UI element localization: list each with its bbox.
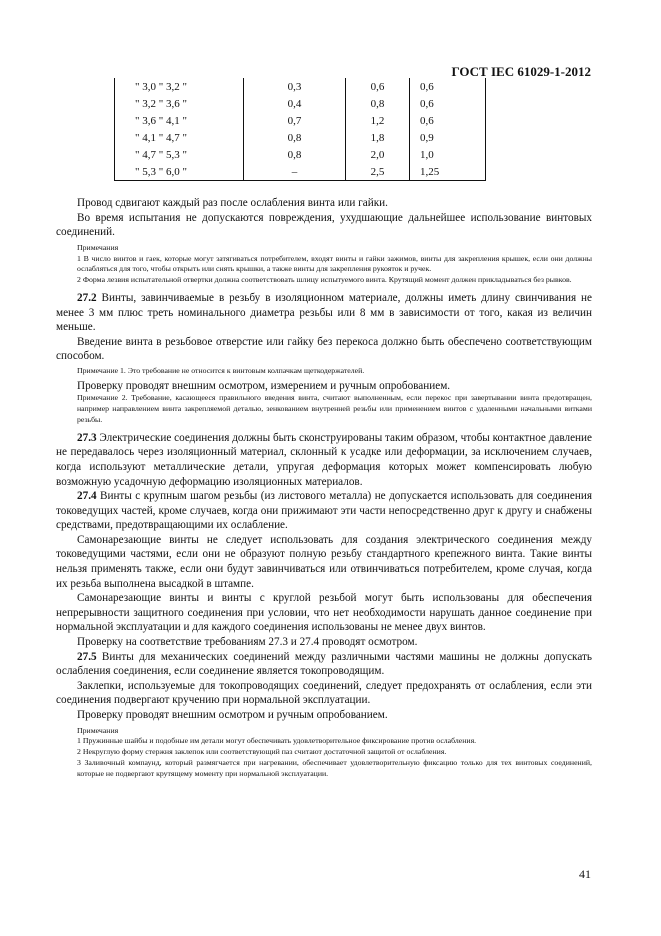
table-cell: – — [244, 163, 346, 181]
table-cell: 0,6 — [346, 78, 410, 95]
section-text: Винты для механических соединений между различными частями машины не должны допускать ослабления соединения, если соединение является токопроводящим. — [56, 650, 592, 678]
table-row — [115, 146, 486, 163]
table-cell: 0,6 — [410, 112, 486, 129]
note-item: Примечание 2. Требование, касающееся правильного введения винта, считают выполненным, если перекос при завертывании винта предотвращен, например направлением винта закрепляемой деталью, зенкованием внутренней резьбы или применением винтов с удаленными начальными витками резьбы. — [77, 393, 592, 424]
paragraph: Во время испытания не допускаются повреждения, ухудшающие дальнейшее использование винтовых соединений. — [56, 211, 592, 239]
paragraph: Заклепки, используемые для токопроводящих соединений, следует предохранять от ослабления, если эти соединения подвергают кручению при нормальной эксплуатации. — [56, 679, 592, 707]
paragraph: Введение винта в резьбовое отверстие или гайку без перекоса должно быть обеспечено соответствующим способом. — [56, 335, 592, 363]
section-number: 27.4 — [77, 490, 97, 503]
table-row — [115, 163, 486, 181]
note-item: 1 В число винтов и гаек, которые могут затягиваться потребителем, входят винты и гайки зажимов, винты для закрепления крышек, если они должны ослабляться для того, чтобы открыть или снять крышки, а также винты для закрепления рукояток и ручек. — [77, 253, 592, 274]
table-cell: " 3,2 " 3,6 " — [115, 95, 244, 112]
section-27-5 — [56, 650, 592, 679]
paragraph: Самонарезающие винты и винты с круглой резьбой могут быть использованы для обеспечения непрерывности защитного соединения при условии, что нет необходимости нарушать данное соединение при нормальной эксплуатации и для каждого соединения использованы не менее двух винтов. — [56, 592, 592, 634]
note-item: Примечание 1. Это требование не относится к винтовым колпачкам щеткодержателей. — [77, 365, 365, 375]
note-item: 1 Пружинные шайбы и подобные им детали могут обеспечивать удовлетворительное фиксирование против ослабления. — [77, 736, 477, 746]
section-27-3 — [56, 431, 592, 489]
table-cell: 0,8 — [244, 146, 346, 163]
table-cell: 0,6 — [410, 78, 486, 95]
screw-size-table — [114, 78, 486, 181]
paragraph: Проверку проводят внешним осмотром и ручным опробованием. — [77, 709, 388, 721]
table-cell: 1,0 — [410, 146, 486, 163]
paragraph: Провод сдвигают каждый раз после ослабления винта или гайки. — [77, 197, 388, 209]
section-27-4 — [56, 489, 592, 533]
section-27-2 — [56, 291, 592, 335]
table-cell: " 4,7 " 5,3 " — [115, 146, 244, 163]
table-cell: 0,9 — [410, 129, 486, 146]
section-text: Винты с крупным шагом резьбы (из листового металла) не допускается использовать для соединения токоведущих частей, кроме случаев, когда они прижимают эти части непосредственно друг к другу и снабжены средствами, предотвращающими их ослабление. — [56, 490, 592, 532]
section-text: Винты, завинчиваемые в резьбу в изоляционном материале, должны иметь длину свинчивания не менее 3 мм плюс треть номинального диаметра резьбы или 8 мм в зависимости от того, какая из величин меньше. — [56, 291, 592, 334]
paragraph: Проверку на соответствие требованиям 27.3 и 27.4 проводят осмотром. — [77, 636, 418, 649]
table-cell: " 3,0 " 3,2 " — [115, 78, 244, 95]
note-item: 2 Форма лезвия испытательной отвертки должна соответствовать шлицу испытуемого винта. Крутящий момент должен прикладываться без рывков. — [77, 275, 572, 285]
table-cell: 0,7 — [244, 112, 346, 129]
paragraph: Проверку проводят внешним осмотром, измерением и ручным опробованием. — [77, 379, 451, 392]
table-cell: 2,5 — [346, 163, 410, 181]
note-item: 2 Некруглую форму стержня заклепок или соответствующий паз считают достаточной защитой от ослабления. — [77, 747, 447, 757]
table-cell: 1,2 — [346, 112, 410, 129]
table-cell: " 3,6 " 4,1 " — [115, 112, 244, 129]
section-text: Электрические соединения должны быть сконструированы таким образом, чтобы контактное давление не передавалось через изоляционный материал, склонный к усадке или деформации, за исключением случаев, когда используют металлические детали, упругая деформация которых может компенсировать любую возможную усадочную деформацию изоляционных материалов. — [56, 431, 592, 488]
table-cell: 1,8 — [346, 129, 410, 146]
table-cell: 0,8 — [244, 129, 346, 146]
document-header: ГОСТ IEC 61029-1-2012 — [451, 64, 591, 79]
table-cell: 0,4 — [244, 95, 346, 112]
table-row — [115, 95, 486, 112]
notes-title: Примечания — [77, 725, 119, 735]
table-row — [115, 129, 486, 146]
note-item: 3 Заливочный компаунд, который размягчается при нагревании, обеспечивает удовлетворительную фиксацию только для тех винтовых соединений, которые не подвергают крутящему моменту при нормальной эксплуатации. — [77, 757, 592, 778]
paragraph: Самонарезающие винты не следует использовать для создания электрического соединения между токоведущими частями, если они не образуют полную резьбу стандартного крепежного винта. Такие винты нельзя применять также, если они будут завинчиваться или отвинчиваться потребителем, кроме случая, когда их резьба выполнена высадкой в штампе. — [56, 533, 592, 590]
table-cell: 1,25 — [410, 163, 486, 181]
table-cell: 2,0 — [346, 146, 410, 163]
document-body — [56, 196, 592, 780]
table-row — [115, 112, 486, 129]
section-number: 27.5 — [77, 650, 97, 663]
page-number: 41 — [579, 867, 591, 881]
table-cell: 0,8 — [346, 95, 410, 112]
section-number: 27.3 — [77, 431, 97, 444]
table-row — [115, 78, 486, 95]
table-cell: " 5,3 " 6,0 " — [115, 163, 244, 181]
table-cell: 0,6 — [410, 95, 486, 112]
table-cell: 0,3 — [244, 78, 346, 95]
table-cell: " 4,1 " 4,7 " — [115, 129, 244, 146]
notes-title: Примечания — [77, 242, 119, 252]
section-number: 27.2 — [77, 291, 97, 304]
